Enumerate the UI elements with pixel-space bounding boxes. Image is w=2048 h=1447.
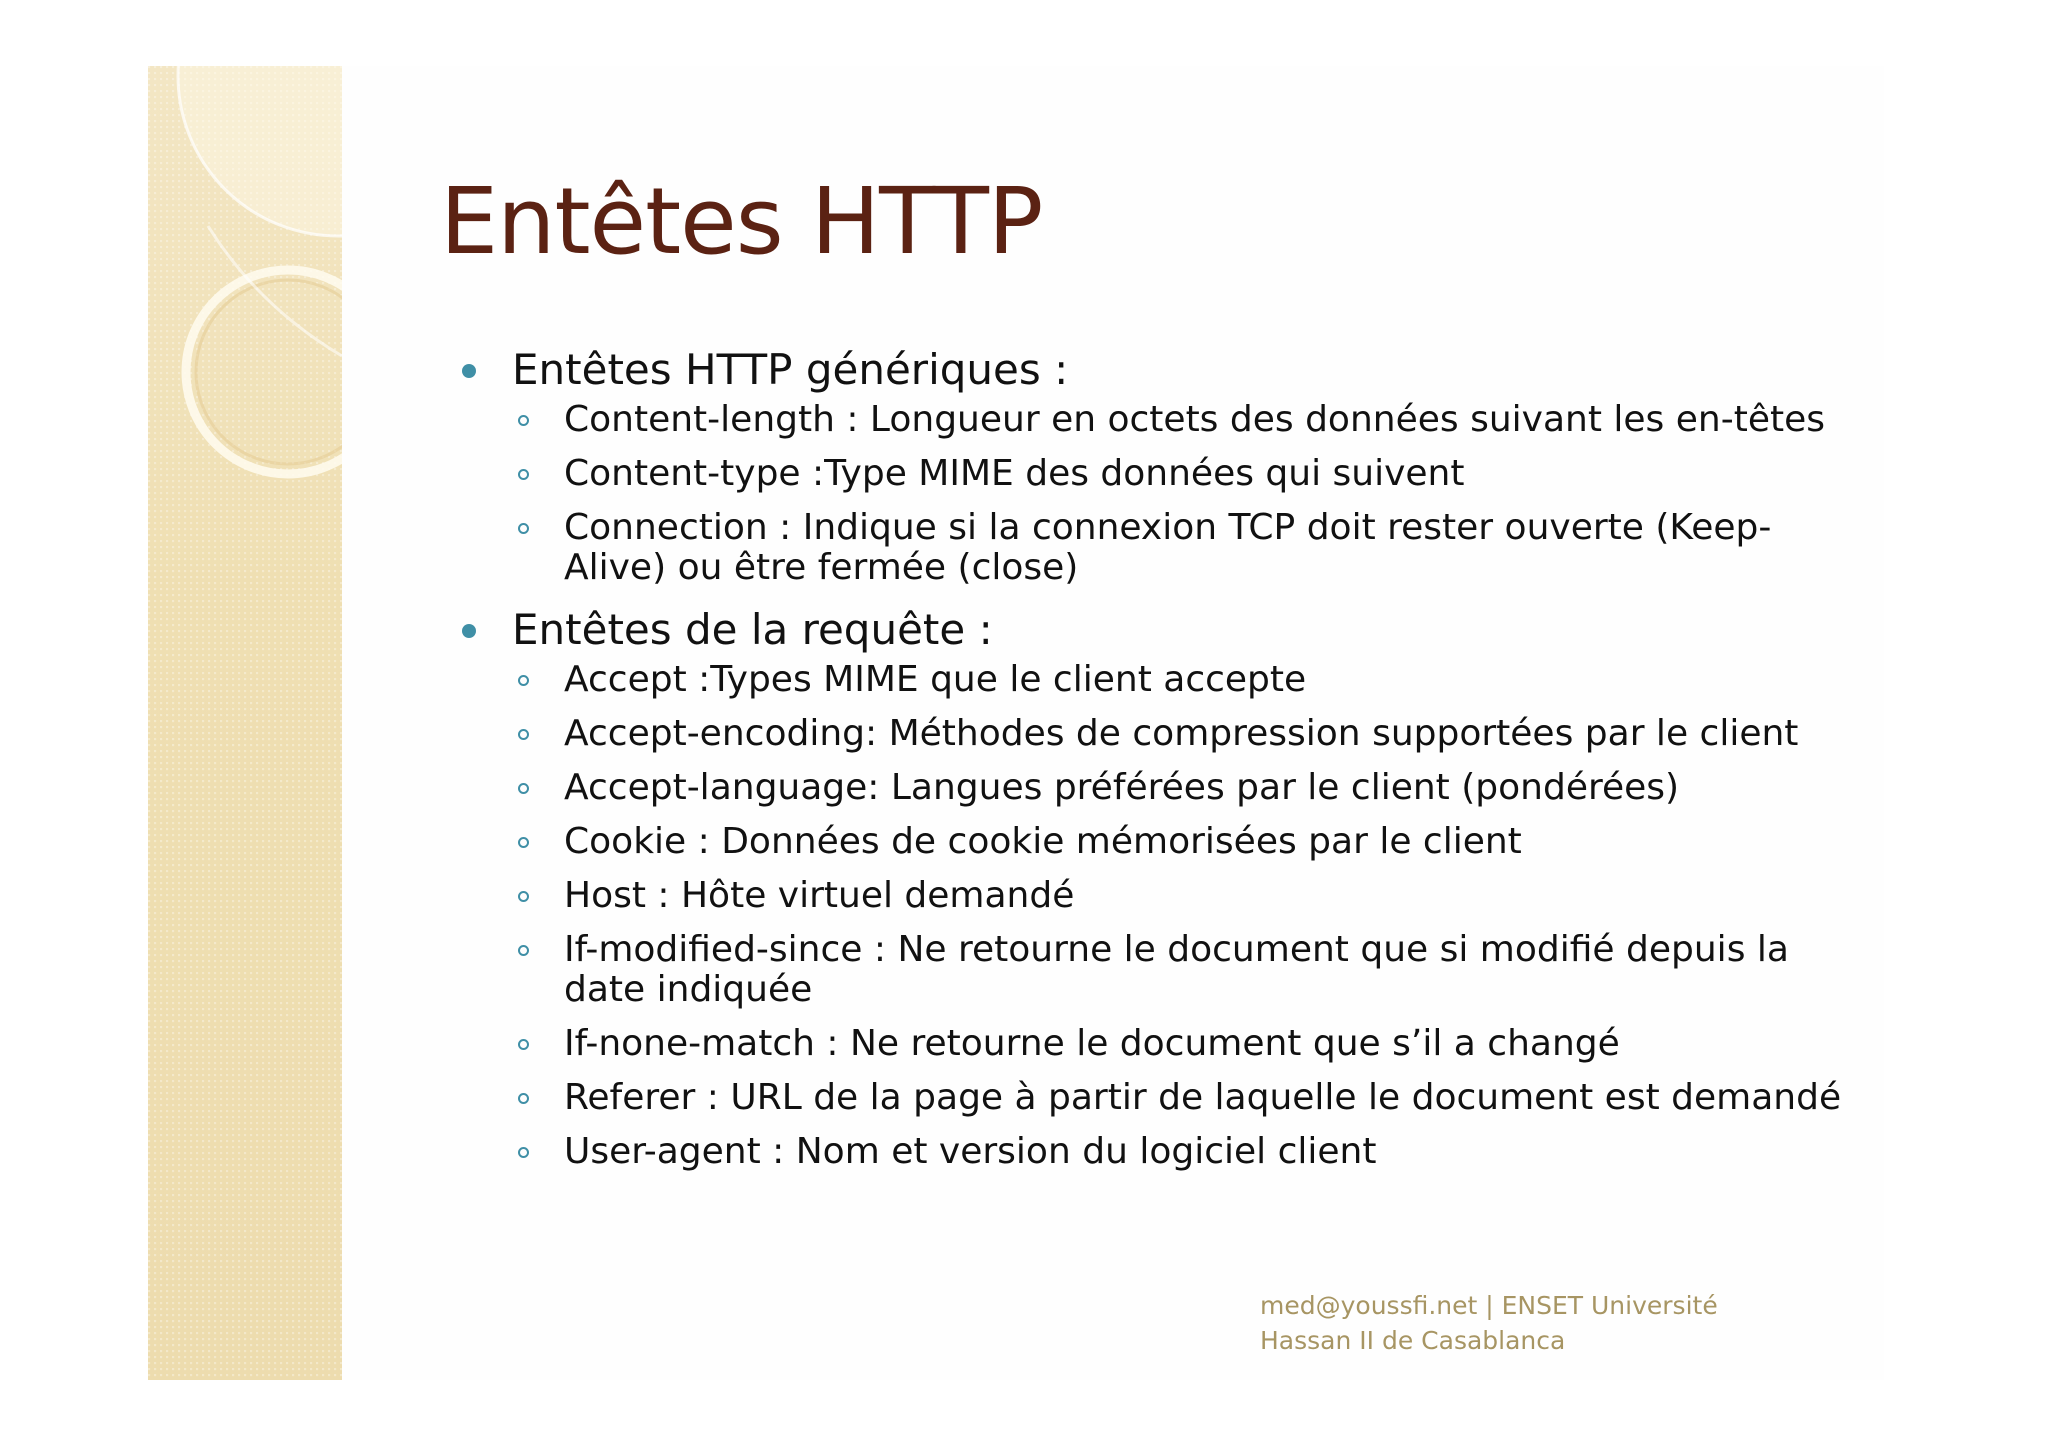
list-item	[450, 768, 1870, 808]
list-item-text: Cookie : Données de cookie mémorisées par le client	[564, 821, 1522, 862]
bullet-heading	[450, 602, 1870, 658]
ring-bullet-icon	[518, 783, 529, 794]
list-item-text: Accept :Types MIME que le client accepte	[564, 659, 1307, 700]
list-item-text: If-modified-since : Ne retourne le document que si modifié depuis la date indiquée	[564, 929, 1789, 1010]
ring-bullet-icon	[518, 891, 529, 902]
slide-footer	[1260, 1288, 1718, 1358]
footer-line-1: med@youssfi.net | ENSET Université	[1260, 1291, 1718, 1320]
bullet-heading	[450, 342, 1870, 398]
list-item	[450, 454, 1870, 494]
list-item-text: Host : Hôte virtuel demandé	[564, 875, 1075, 916]
bullet-dot-icon	[462, 624, 476, 638]
ring-bullet-icon	[518, 1093, 529, 1104]
heading-text: Entêtes de la requête :	[512, 605, 993, 654]
list-item-text: Connection : Indique si la connexion TCP doit rester ouverte (Keep-Alive) ou être fermée (close)	[564, 507, 1772, 588]
list-item	[450, 876, 1870, 916]
list-item	[450, 400, 1870, 440]
ring-bullet-icon	[518, 1039, 529, 1050]
ring-bullet-icon	[518, 523, 529, 534]
list-item-text: Content-length : Longueur en octets des données suivant les en-têtes	[564, 399, 1825, 440]
heading-text: Entêtes HTTP génériques :	[512, 345, 1069, 394]
slide-content	[450, 342, 1870, 1186]
ring-bullet-icon	[518, 837, 529, 848]
list-item	[450, 1078, 1870, 1118]
decorative-side-band	[148, 66, 342, 1380]
list-item	[450, 508, 1870, 588]
ring-bullet-icon	[518, 729, 529, 740]
ring-bullet-icon	[518, 415, 529, 426]
ring-bullet-icon	[518, 1147, 529, 1158]
list-item-text: If-none-match : Ne retourne le document que s’il a changé	[564, 1023, 1620, 1064]
ring-bullet-icon	[518, 945, 529, 956]
list-item	[450, 1132, 1870, 1172]
ring-bullet-icon	[518, 675, 529, 686]
list-item	[450, 930, 1870, 1010]
slide-title: Entêtes HTTP	[440, 168, 1043, 275]
bullet-dot-icon	[462, 364, 476, 378]
sub-list	[450, 660, 1870, 1172]
section-request-headers	[450, 602, 1870, 1172]
footer-line-2: Hassan II de Casablanca	[1260, 1326, 1566, 1355]
list-item-text: Content-type :Type MIME des données qui suivent	[564, 453, 1465, 494]
list-item-text: Accept-language: Langues préférées par le client (pondérées)	[564, 767, 1680, 808]
list-item	[450, 822, 1870, 862]
list-item-text: Referer : URL de la page à partir de laquelle le document est demandé	[564, 1077, 1842, 1118]
sub-list	[450, 400, 1870, 588]
list-item-text: Accept-encoding: Méthodes de compression supportées par le client	[564, 713, 1799, 754]
list-item	[450, 1024, 1870, 1064]
list-item	[450, 660, 1870, 700]
decorative-circles-icon	[148, 66, 342, 1380]
section-generic-headers	[450, 342, 1870, 588]
ring-bullet-icon	[518, 469, 529, 480]
list-item	[450, 714, 1870, 754]
list-item-text: User-agent : Nom et version du logiciel client	[564, 1131, 1377, 1172]
